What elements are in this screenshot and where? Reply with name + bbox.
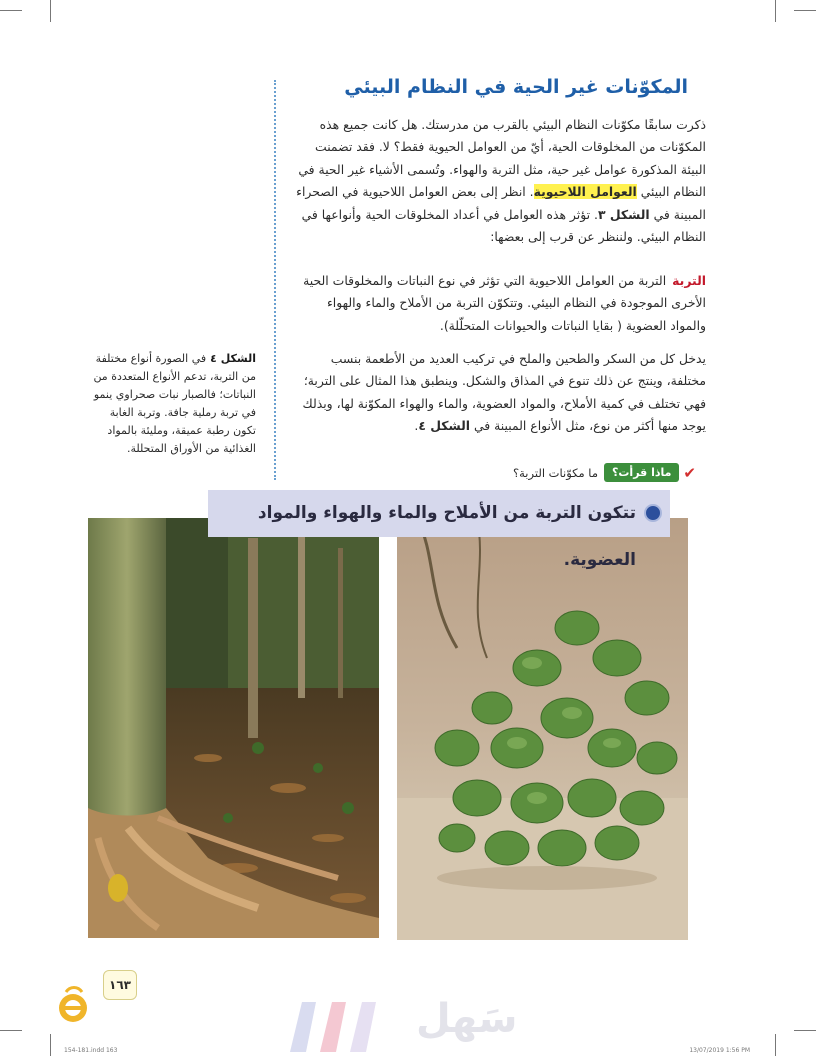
answer-box <box>208 490 670 570</box>
soil-types-end: . <box>414 418 419 434</box>
soil-types-text: يدخل كل من السكر والطحين والملح في تركيب العديد من الأطعمة بنسب مختلفة، وينتج عن ذلك تنوع في المذاق والشكل. وينطبق هذا المثال على التربة؛ فهي تختلف في كمية الأملاح، والمواد العضوية، والماء والهواء المكوّنة لها، وبذلك يوجد منها أكثر من نوع، مثل الأنواع المبينة في <box>302 351 706 434</box>
crop-mark <box>50 1034 51 1056</box>
check-icon: ✔ <box>683 463 696 482</box>
page-number: ١٦٣ <box>103 970 137 1000</box>
intro-text-3: . تؤثر هذه العوامل في أعداد المخلوقات الحية وأنواعها في النظام البيئي. ولننظر عن قرب إلى بعضها: <box>301 206 706 245</box>
soil-paragraph <box>294 270 706 337</box>
abiotic-factors-highlight: العوامل اللاحيوية <box>533 184 637 200</box>
watermark-logo-icon <box>286 992 426 1056</box>
crop-mark <box>50 0 51 22</box>
print-slug-left: 154-181.indd 163 <box>64 1047 118 1054</box>
what-did-you-read-badge: ماذا قرأت؟ <box>604 463 679 482</box>
crop-mark <box>794 10 816 11</box>
brand-logo-icon <box>56 984 90 1028</box>
watermark <box>286 992 518 1060</box>
crop-mark <box>775 1034 776 1056</box>
column-divider <box>274 80 276 480</box>
crop-mark <box>0 1030 22 1031</box>
intro-paragraph <box>294 114 706 248</box>
figure-4-reference: الشكل ٤ <box>418 418 470 434</box>
soil-types-paragraph <box>294 348 706 438</box>
crop-mark <box>794 1030 816 1031</box>
figure-3-reference: الشكل ٣ <box>597 206 650 222</box>
intro-text-1: ذكرت سابقًا مكوّنات النظام البيئي بالقرب من مدرستك. هل كانت جميع هذه المكوّنات من المخلوقات الحية، أيّ من العوامل الحيوية فقط؟ لا. فقد تضمنت البيئة المذكورة عوامل غير حية، مثل التربة والهواء. وتُسمى الأشياء غير الحية في النظام البيئي <box>298 117 706 200</box>
crop-mark <box>0 10 22 11</box>
figure-4-label: الشكل ٤ <box>210 352 256 365</box>
answer-text: تتكون التربة من الأملاح والماء والهواء والمواد العضوية. <box>257 503 636 570</box>
figure-4-caption-text: في الصورة أنواع مختلفة من التربة، تدعم الأنواع المتعددة من النباتات؛ فالصبار نبات صحراوي ينمو في تربة رملية جافة. وتربة الغابة تكون رطبة عميقة، ومليئة بالمواد الغذائية من الأوراق المتحللة. <box>93 352 256 455</box>
what-did-you-read-question: ما مكوّنات التربة؟ <box>513 465 598 480</box>
page-title: المكوّنات غير الحية في النظام البيئي <box>344 76 688 98</box>
what-did-you-read-box <box>386 462 696 486</box>
crop-mark <box>775 0 776 22</box>
figure-4-caption <box>86 350 256 458</box>
print-slug-right: 13/07/2019 1:56 PM <box>689 1047 750 1054</box>
answer-bullet-icon <box>644 504 662 522</box>
watermark-text: سَهل <box>416 996 518 1042</box>
intro-text-2: . انظر إلى بعض العوامل اللاحيوية في الصحراء المبينة في <box>296 184 706 222</box>
soil-text: التربة من العوامل اللاحيوية التي تؤثر في نوع النباتات والمخلوقات الحية الأخرى الموجودة في النظام البيئي. وتتكوّن التربة من الأملاح والماء والهواء والمواد العضوية ( بقايا النباتات والحيوانات المتحلّلة). <box>303 273 706 333</box>
soil-term: التربة <box>672 273 706 288</box>
